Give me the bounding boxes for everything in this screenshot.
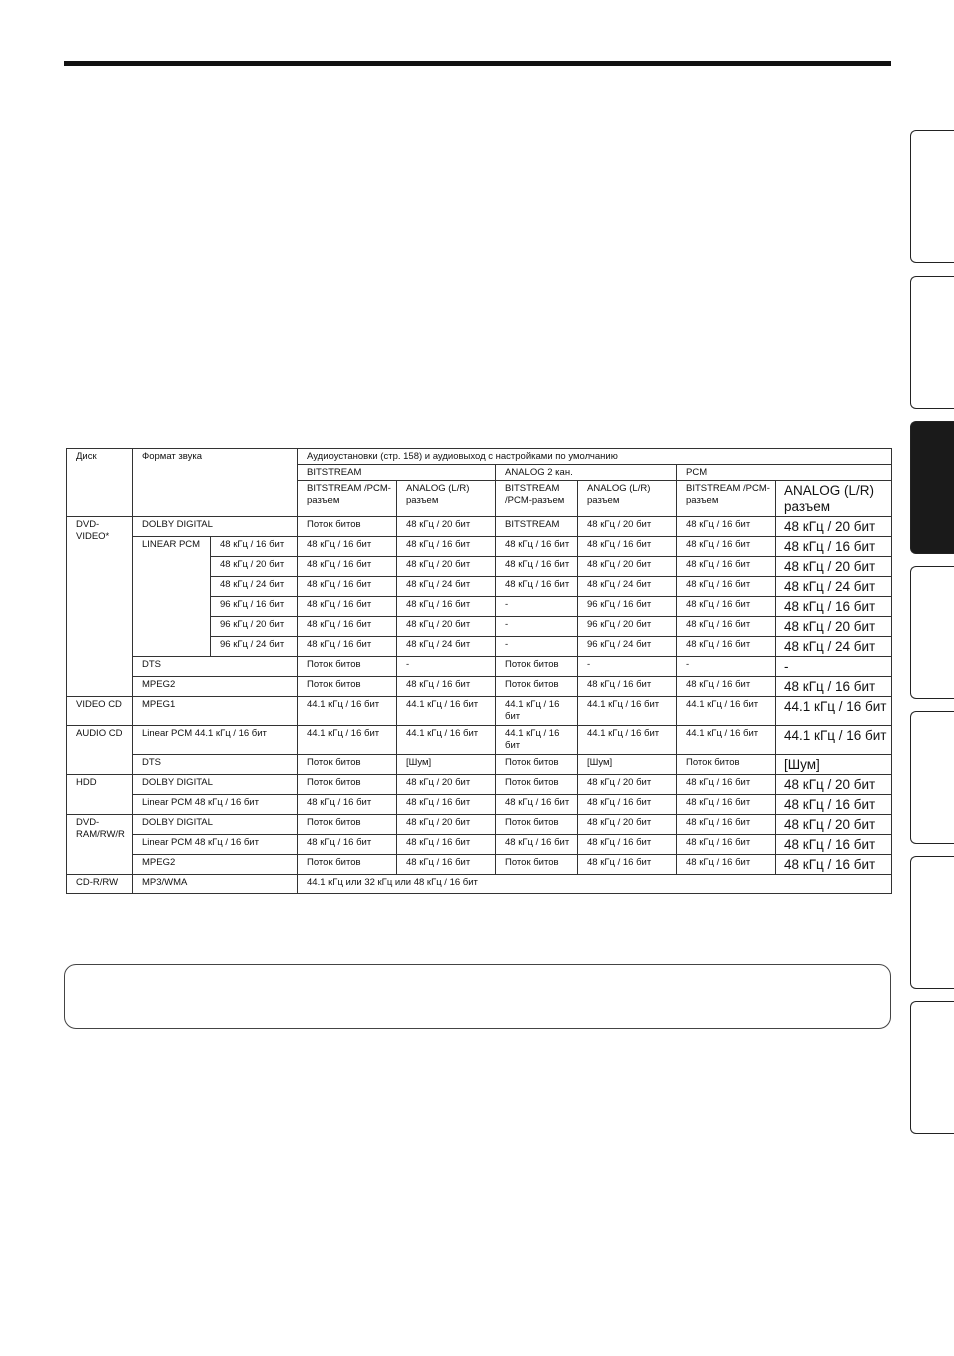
value-cell: 48 кГц / 16 бит xyxy=(496,795,578,815)
table-row xyxy=(67,795,892,815)
format-cell: MPEG1 xyxy=(133,697,298,726)
value-cell: 48 кГц / 16 бит xyxy=(578,855,677,875)
format-cell: Linear PCM 48 кГц / 16 бит xyxy=(133,835,298,855)
format-cell: Linear PCM 48 кГц / 16 бит xyxy=(133,795,298,815)
value-cell: 48 кГц / 20 бит xyxy=(578,775,677,795)
value-cell: 48 кГц / 16 бит xyxy=(677,557,776,577)
value-cell: Поток битов xyxy=(298,657,397,677)
value-cell: 48 кГц / 16 бит xyxy=(397,835,496,855)
value-cell: 96 кГц / 20 бит xyxy=(578,617,677,637)
table-row xyxy=(67,875,892,894)
value-cell: 48 кГц / 16 бит xyxy=(677,617,776,637)
value-cell: 44.1 кГц / 16 бит xyxy=(776,726,892,755)
value-cell-merged: 44.1 кГц или 32 кГц или 48 кГц / 16 бит xyxy=(298,875,892,894)
value-cell: 48 кГц / 20 бит xyxy=(776,557,892,577)
value-cell: 48 кГц / 16 бит xyxy=(578,677,677,697)
value-cell: Поток битов xyxy=(496,855,578,875)
disc-cell: VIDEO CD xyxy=(67,697,133,726)
value-cell: 48 кГц / 16 бит xyxy=(298,537,397,557)
value-cell: [Шум] xyxy=(776,755,892,775)
subformat-cell: 48 кГц / 16 бит xyxy=(211,537,298,557)
value-cell: - xyxy=(496,617,578,637)
value-cell: 44.1 кГц / 16 бит xyxy=(298,697,397,726)
value-cell: 48 кГц / 16 бит xyxy=(776,677,892,697)
value-cell: BITSTREAM xyxy=(496,517,578,537)
value-cell: 48 кГц / 16 бит xyxy=(298,795,397,815)
value-cell: 48 кГц / 16 бит xyxy=(677,537,776,557)
audio-output-table xyxy=(66,448,892,894)
value-cell: 48 кГц / 16 бит xyxy=(677,855,776,875)
value-cell: 48 кГц / 24 бит xyxy=(776,577,892,597)
subformat-cell: 48 кГц / 20 бит xyxy=(211,557,298,577)
header-disc: Диск xyxy=(67,449,133,517)
header-settings: Аудиоустановки (стр. 158) и аудиовыход с настройками по умолчанию xyxy=(298,449,892,465)
value-cell: 48 кГц / 20 бит xyxy=(397,557,496,577)
value-cell: 44.1 кГц / 16 бит xyxy=(397,726,496,755)
table-row xyxy=(67,755,892,775)
value-cell: 44.1 кГц / 16 бит xyxy=(578,726,677,755)
value-cell: Поток битов xyxy=(496,677,578,697)
header-col: ANALOG (L/R) разъем xyxy=(776,481,892,517)
disc-cell: CD-R/RW xyxy=(67,875,133,894)
side-tab-7[interactable] xyxy=(910,1001,954,1134)
value-cell: 48 кГц / 20 бит xyxy=(776,815,892,835)
format-cell: LINEAR PCM xyxy=(133,537,211,657)
value-cell: Поток битов xyxy=(496,657,578,677)
header-group-pcm: PCM xyxy=(677,465,892,481)
format-cell: DOLBY DIGITAL xyxy=(133,815,298,835)
format-cell: MPEG2 xyxy=(133,677,298,697)
value-cell: 44.1 кГц / 16 бит xyxy=(677,726,776,755)
table-row xyxy=(67,775,892,795)
side-tab-1[interactable] xyxy=(910,130,954,263)
header-group-analog2: ANALOG 2 кан. xyxy=(496,465,677,481)
format-cell: DOLBY DIGITAL xyxy=(133,775,298,795)
subformat-cell: 48 кГц / 24 бит xyxy=(211,577,298,597)
value-cell: - xyxy=(397,657,496,677)
value-cell: 48 кГц / 16 бит xyxy=(298,637,397,657)
value-cell: 48 кГц / 20 бит xyxy=(578,517,677,537)
table-row xyxy=(67,855,892,875)
subformat-cell: 96 кГц / 24 бит xyxy=(211,637,298,657)
value-cell: 48 кГц / 16 бит xyxy=(496,557,578,577)
disc-cell: HDD xyxy=(67,775,133,815)
value-cell: 48 кГц / 24 бит xyxy=(397,577,496,597)
value-cell: 48 кГц / 20 бит xyxy=(397,617,496,637)
value-cell: 44.1 кГц / 16 бит xyxy=(677,697,776,726)
value-cell: 48 кГц / 16 бит xyxy=(677,775,776,795)
value-cell: - xyxy=(496,637,578,657)
format-cell: MPEG2 xyxy=(133,855,298,875)
header-col: BITSTREAM /PCM-разъем xyxy=(496,481,578,517)
value-cell: 48 кГц / 16 бит xyxy=(496,537,578,557)
value-cell: 48 кГц / 16 бит xyxy=(298,557,397,577)
value-cell: 44.1 кГц / 16 бит xyxy=(496,726,578,755)
value-cell: - xyxy=(776,657,892,677)
value-cell: 48 кГц / 16 бит xyxy=(397,537,496,557)
value-cell: 48 кГц / 20 бит xyxy=(397,775,496,795)
table-row xyxy=(67,677,892,697)
value-cell: 44.1 кГц / 16 бит xyxy=(578,697,677,726)
value-cell: 48 кГц / 16 бит xyxy=(677,815,776,835)
value-cell: 48 кГц / 16 бит xyxy=(677,677,776,697)
table-row xyxy=(67,697,892,726)
value-cell: - xyxy=(677,657,776,677)
value-cell: 44.1 кГц / 16 бит xyxy=(397,697,496,726)
value-cell: Поток битов xyxy=(298,815,397,835)
table-row xyxy=(67,657,892,677)
table-row xyxy=(67,517,892,537)
value-cell: 48 кГц / 20 бит xyxy=(578,815,677,835)
format-cell: Linear PCM 44.1 кГц / 16 бит xyxy=(133,726,298,755)
value-cell: 48 кГц / 16 бит xyxy=(298,835,397,855)
value-cell: 48 кГц / 20 бит xyxy=(776,775,892,795)
value-cell: 48 кГц / 16 бит xyxy=(677,637,776,657)
value-cell: Поток битов xyxy=(298,855,397,875)
value-cell: 48 кГц / 16 бит xyxy=(677,597,776,617)
side-tab-2[interactable] xyxy=(910,276,954,409)
value-cell: 48 кГц / 16 бит xyxy=(298,617,397,637)
side-tab-5[interactable] xyxy=(910,711,954,844)
table-row xyxy=(67,835,892,855)
side-tab-4[interactable] xyxy=(910,566,954,699)
value-cell: 44.1 кГц / 16 бит xyxy=(496,697,578,726)
value-cell: [Шум] xyxy=(578,755,677,775)
value-cell: 48 кГц / 24 бит xyxy=(397,637,496,657)
header-format: Формат звука xyxy=(133,449,298,517)
value-cell: 48 кГц / 24 бит xyxy=(578,577,677,597)
subformat-cell: 96 кГц / 20 бит xyxy=(211,617,298,637)
header-col: ANALOG (L/R) разъем xyxy=(578,481,677,517)
subformat-cell: 96 кГц / 16 бит xyxy=(211,597,298,617)
value-cell: 48 кГц / 16 бит xyxy=(776,795,892,815)
value-cell: Поток битов xyxy=(677,755,776,775)
value-cell: - xyxy=(496,597,578,617)
value-cell: 48 кГц / 16 бит xyxy=(397,795,496,815)
format-cell: DTS xyxy=(133,755,298,775)
value-cell: 48 кГц / 16 бит xyxy=(496,577,578,597)
side-tab-6[interactable] xyxy=(910,856,954,989)
table-row xyxy=(67,537,892,557)
value-cell: 48 кГц / 20 бит xyxy=(776,617,892,637)
value-cell: 48 кГц / 16 бит xyxy=(496,835,578,855)
note-box xyxy=(64,964,891,1029)
value-cell: 48 кГц / 16 бит xyxy=(298,577,397,597)
value-cell: - xyxy=(578,657,677,677)
value-cell: 48 кГц / 16 бит xyxy=(298,597,397,617)
value-cell: 48 кГц / 16 бит xyxy=(776,835,892,855)
value-cell: Поток битов xyxy=(496,755,578,775)
value-cell: 48 кГц / 16 бит xyxy=(578,835,677,855)
value-cell: 48 кГц / 16 бит xyxy=(677,795,776,815)
disc-cell: DVD-RAM/RW/R xyxy=(67,815,133,875)
value-cell: Поток битов xyxy=(298,775,397,795)
value-cell: Поток битов xyxy=(496,775,578,795)
value-cell: Поток битов xyxy=(298,517,397,537)
value-cell: 44.1 кГц / 16 бит xyxy=(776,697,892,726)
value-cell: 48 кГц / 24 бит xyxy=(776,637,892,657)
disc-cell: AUDIO CD xyxy=(67,726,133,775)
value-cell: 96 кГц / 24 бит xyxy=(578,637,677,657)
value-cell: 96 кГц / 16 бит xyxy=(578,597,677,617)
header-col: BITSTREAM /PCM-разъем xyxy=(677,481,776,517)
value-cell: 48 кГц / 20 бит xyxy=(397,517,496,537)
value-cell: 48 кГц / 16 бит xyxy=(397,677,496,697)
header-group-bitstream: BITSTREAM xyxy=(298,465,496,481)
value-cell: 44.1 кГц / 16 бит xyxy=(298,726,397,755)
value-cell: 48 кГц / 16 бит xyxy=(397,855,496,875)
value-cell: 48 кГц / 20 бит xyxy=(397,815,496,835)
header-col: ANALOG (L/R) разъем xyxy=(397,481,496,517)
format-cell: DTS xyxy=(133,657,298,677)
disc-cell: DVD-VIDEO* xyxy=(67,517,133,697)
value-cell: [Шум] xyxy=(397,755,496,775)
value-cell: Поток битов xyxy=(298,755,397,775)
value-cell: 48 кГц / 16 бит xyxy=(776,855,892,875)
value-cell: 48 кГц / 16 бит xyxy=(578,795,677,815)
table-row xyxy=(67,726,892,755)
side-tab-3[interactable] xyxy=(910,421,954,554)
value-cell: 48 кГц / 20 бит xyxy=(776,517,892,537)
format-cell: MP3/WMA xyxy=(133,875,298,894)
value-cell: 48 кГц / 16 бит xyxy=(578,537,677,557)
table-row xyxy=(67,815,892,835)
table-header-row xyxy=(67,449,892,465)
header-col: BITSTREAM /PCM-разъем xyxy=(298,481,397,517)
value-cell: 48 кГц / 16 бит xyxy=(677,835,776,855)
format-cell: DOLBY DIGITAL xyxy=(133,517,298,537)
value-cell: 48 кГц / 16 бит xyxy=(397,597,496,617)
value-cell: Поток битов xyxy=(496,815,578,835)
top-rule xyxy=(64,61,891,66)
value-cell: 48 кГц / 16 бит xyxy=(776,537,892,557)
value-cell: 48 кГц / 16 бит xyxy=(677,517,776,537)
value-cell: 48 кГц / 20 бит xyxy=(578,557,677,577)
value-cell: Поток битов xyxy=(298,677,397,697)
value-cell: 48 кГц / 16 бит xyxy=(677,577,776,597)
value-cell: 48 кГц / 16 бит xyxy=(776,597,892,617)
